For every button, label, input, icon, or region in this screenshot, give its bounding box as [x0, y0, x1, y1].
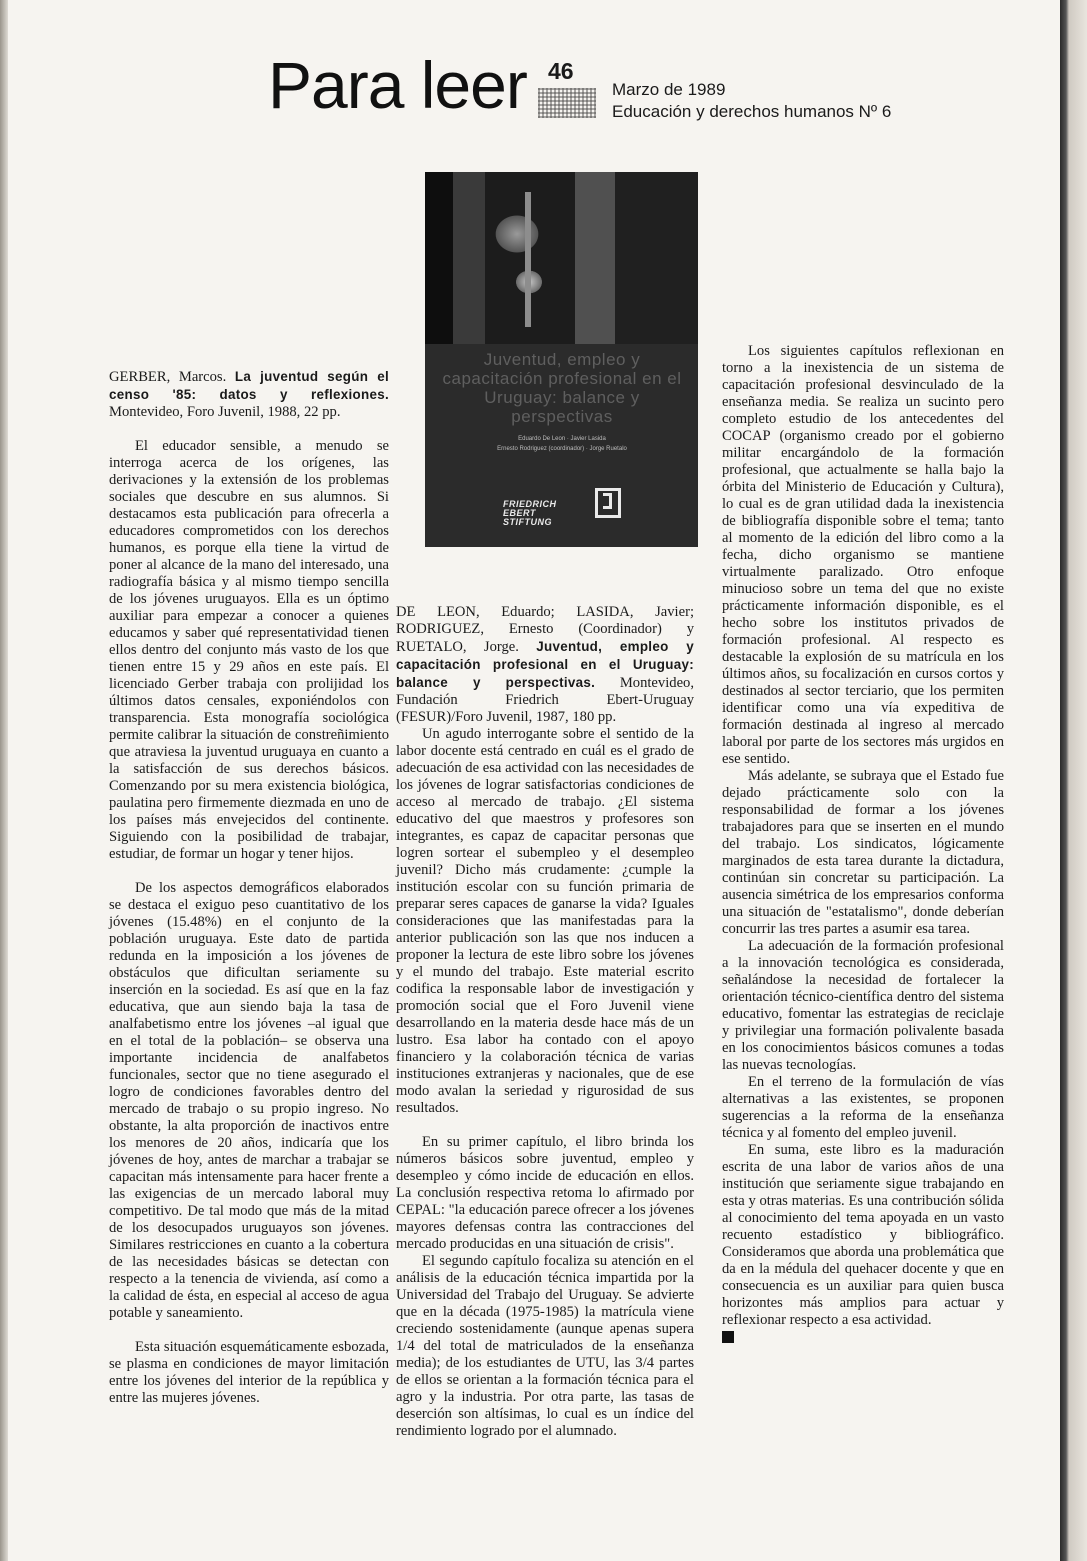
page-number: 46	[548, 58, 574, 84]
section-title: Para leer	[268, 48, 527, 122]
paragraph: De los aspectos demográficos elaborados se destaca el exiguo peso cuantitativo de los jóvenes (15.48%) en el conjunto de la población uruguaya. Este dato de partida redunda en la imposición a los jóvenes de obstáculos que dificultan seriamente su inserción en la sociedad. Es así que en la faz educativa, que aun siendo baja la tasa de analfabetismo entre los jóvenes –al igual que en el total de la población– se observa una importante incidencia de analfabetos funcionales, sector que no tiene asegurado el logro de condiciones favorables dentro del mercado de trabajo o su propio ingreso. No obstante, la alta proporción de inactivos entre los menores de 20 años, indicaría que los jóvenes de hoy, antes de marchar a trabajar se capacitan más intensamente para hacer frente a las exigencias de un mercado laboral muy competitivo. De tal modo que más de la mitad de los desocupados uruguayos son jóvenes. Similares restricciones en cuanto a la cobertura de las necesidades básicas se detectan con respecto a la tenencia de vivienda, así como a la calidad de ésta, en especial al acceso de agua potable y saneamiento.	[109, 880, 389, 1321]
paragraph: Más adelante, se subraya que el Estado fue dejado prácticamente solo con la responsabilidad de formar a los jóvenes trabajadores para que se inserten en el mundo del trabajo. Los sindicatos, lógicamente marginados de esta tarea durante la dictadura, continúan sin concretar su participación. La ausencia simétrica de los empresarios conforma una situación de "estatalismo", donde deberían concurrir las tres partes a asumir esa tarea.	[722, 768, 1004, 937]
cover-authors: Eduardo De Leon · Javier Lasida Ernesto Rodriguez (coordinador) · Jorge Ruetalo	[497, 436, 627, 452]
cover-photo	[425, 172, 698, 344]
fesur-logo-mark	[603, 493, 612, 509]
review-deleon-continued	[722, 343, 1004, 1343]
paragraph: Los siguientes capítulos reflexionan en torno a la inexistencia de un sistema de capacitación profesional desvinculado de la enseñanza media. Se realiza un sucinto pero completo estudio de los antecedentes del COCAP (organismo creado por el gobierno militar encargándolo de la formación profesional, que actualmente se halla bajo la órbita del Ministerio de Educación y Cultura), lo cual es de gran utilidad dada la inexistencia de bibliografía disponible sobre el tema; tanto al momento de la edición del libro como a la fecha, dicho organismo se mantiene virtualmente paralizado. Otro enfoque minucioso sobre un tema del que no existe prácticamente información disponible, es el hecho sobre los institutos privados de formación profesional. Al respecto es destacable la explosión de su matrícula en los últimos años, su focalización en cursos cortos y destinados al sector terciario, que los permiten identificar como una vía expeditiva de formación destinada al ingreso al mercado laboral por parte de los sectores más urgidos en ese sentido.	[722, 343, 1004, 767]
issue-series: Educación y derechos humanos Nº 6	[612, 102, 892, 121]
paragraph: En el terreno de la formulación de vías alternativas a las existentes, se proponen sugerencias a la reforma de la enseñanza técnica y al fomento del empleo juvenil.	[722, 1074, 1004, 1141]
halftone-pattern-icon	[538, 88, 596, 118]
book-title-deleon: Juventud, empleo y capacitación profesional en el Uruguay: balance y perspectivas.	[396, 639, 694, 690]
book-cover-image	[425, 172, 698, 547]
paragraph: Un agudo interrogante sobre el sentido de la labor docente está centrado en cuál es el grado de adecuación de esa actividad con las necesidades de los jóvenes de lograr satisfactorias condiciones de acceso al mercado de trabajo. ¿El sistema educativo del que maestros y profesores son integrantes, es capaz de capacitar personas que logren sortear el subempleo y el desempleo juvenil? Dicho más crudamente: ¿cumple la institución escolar con su función primaria de preparar seres capaces de ganarse la vida? Iguales consideraciones que las manifestadas para la anterior publicación son las que nos inducen a proponer la lectura de este libro sobre los jóvenes y el mundo del trabajo. Este material escrito codifica la responsable labor de investigación y promoción social que el Foro Juvenil viene desarrollando en la materia desde hace más de un lustro. Esa labor ha contado con el apoyo financiero y la colaboración técnica de varias instituciones extranjeras y nacionales, que de ese modo avalan la seriedad y rigurosidad de sus resultados.	[396, 726, 694, 1116]
book-title-gerber: La juventud según el censo '85: datos y reflexiones.	[109, 369, 389, 402]
issue-date: Marzo de 1989	[612, 80, 726, 99]
cover-publisher: FRIEDRICH EBERT STIFTUNG	[503, 499, 557, 527]
paragraph: En su primer capítulo, el libro brinda los números básicos sobre juventud, empleo y desempleo y cómo incide de educación en ellos. La conclusión respectiva retoma lo afirmado por CEPAL: "la educación parece ofrecer a los jóvenes mayores defensas contra las contracciones del mercado producidas en una situación de crisis".	[396, 1134, 694, 1252]
review-gerber	[109, 368, 389, 1407]
paragraph: El segundo capítulo focaliza su atención en el análisis de la educación técnica impartida por la Universidad del Trabajo del Uruguay. Se advierte que en la década (1975-1985) la matrícula viene creciendo sostenidamente (aunque apenas supera 1/4 del total de matriculados de la enseñanza media); de los estudiantes de UTU, las 3/4 partes de ellos se orientan a la formación técnica para el agro y la industria. Por otra parte, las tasas de deserción son altísimas, lo cual es un índice del rendimiento logrado por el alumnado.	[396, 1253, 694, 1439]
reference-gerber: GERBER, Marcos. La juventud según el censo '85: datos y reflexiones. Montevideo, Foro Juvenil, 1988, 22 pp.	[109, 369, 389, 420]
page-binding-edge	[1060, 0, 1087, 1561]
end-of-article-icon	[722, 1331, 734, 1343]
paragraph: Esta situación esquemáticamente esbozada, se plasma en condiciones de mayor limitación entre los jóvenes del interior de la república y entre las mujeres jóvenes.	[109, 1339, 389, 1406]
reference-deleon: DE LEON, Eduardo; LASIDA, Javier; RODRIGUEZ, Ernesto (Coordinador) y RUETALO, Jorge. Juventud, empleo y capacitación profesional en el Uruguay: balance y perspectivas. Montevideo, Fundación Friedrich Ebert-Uruguay (FESUR)/Foro Juvenil, 1987, 180 pp.	[396, 604, 694, 725]
cover-title: Juventud, empleo y capacitación profesional en el Uruguay: balance y perspectivas	[442, 350, 682, 426]
review-deleon	[396, 604, 694, 1440]
paragraph: La adecuación de la formación profesional a la innovación tecnológica es considerada, señalándose la necesidad de fortalecer la orientación técnico-científica dentro del sistema educativo, fomentar las estrategias de reciclaje y privilegiar una formación polivalente basada en los conocimientos básicos comunes a todas las nuevas tecnologías.	[722, 938, 1004, 1073]
paragraph: En suma, este libro es la maduración escrita de una labor de varios años de una institución que seriamente sigue trabajando en esta y otras materias. Es una contribución sólida al conocimiento del tema apoyada en un vasto recuento estadístico y bibliográfico. Consideramos que aborda una problemática que da en la médula del quehacer docente y que en consecuencia es un auxiliar para quien busca horizontes más amplios para actuar y reflexionar respecto a esa actividad.	[722, 1142, 1004, 1328]
paragraph: El educador sensible, a menudo se interroga acerca de los orígenes, las derivaciones y la extensión de los problemas sociales que descubre en sus alumnos. Si destacamos esta publicación para ofrecerla a educadores comprometidos con los derechos humanos, es porque ella tiene la virtud de poner al alcance de la mano del interesado, una radiografía básica y al mismo tiempo sencilla de los jóvenes uruguayos. Ella es un óptimo auxiliar para empezar a conocer a quienes educamos y saber qué representatividad tienen ellos dentro del conjunto más vasto de los que tienen entre 15 y 29 años en este país. El licenciado Gerber trabaja con prolijidad los últimos datos censales, exponiéndolos con transparencia. Esta monografía sociológica permite calibrar la situación de constreñimiento que atraviesa la juventud uruguaya en cuanto a la satisfacción de sus derechos básicos. Comenzando por su mera existencia biológica, paulatina pero firmemente diezmada en uno de los países más envejecidos del continente. Siguiendo con la posibilidad de trabajar, estudiar, de formar un hogar y tener hijos.	[109, 438, 389, 862]
